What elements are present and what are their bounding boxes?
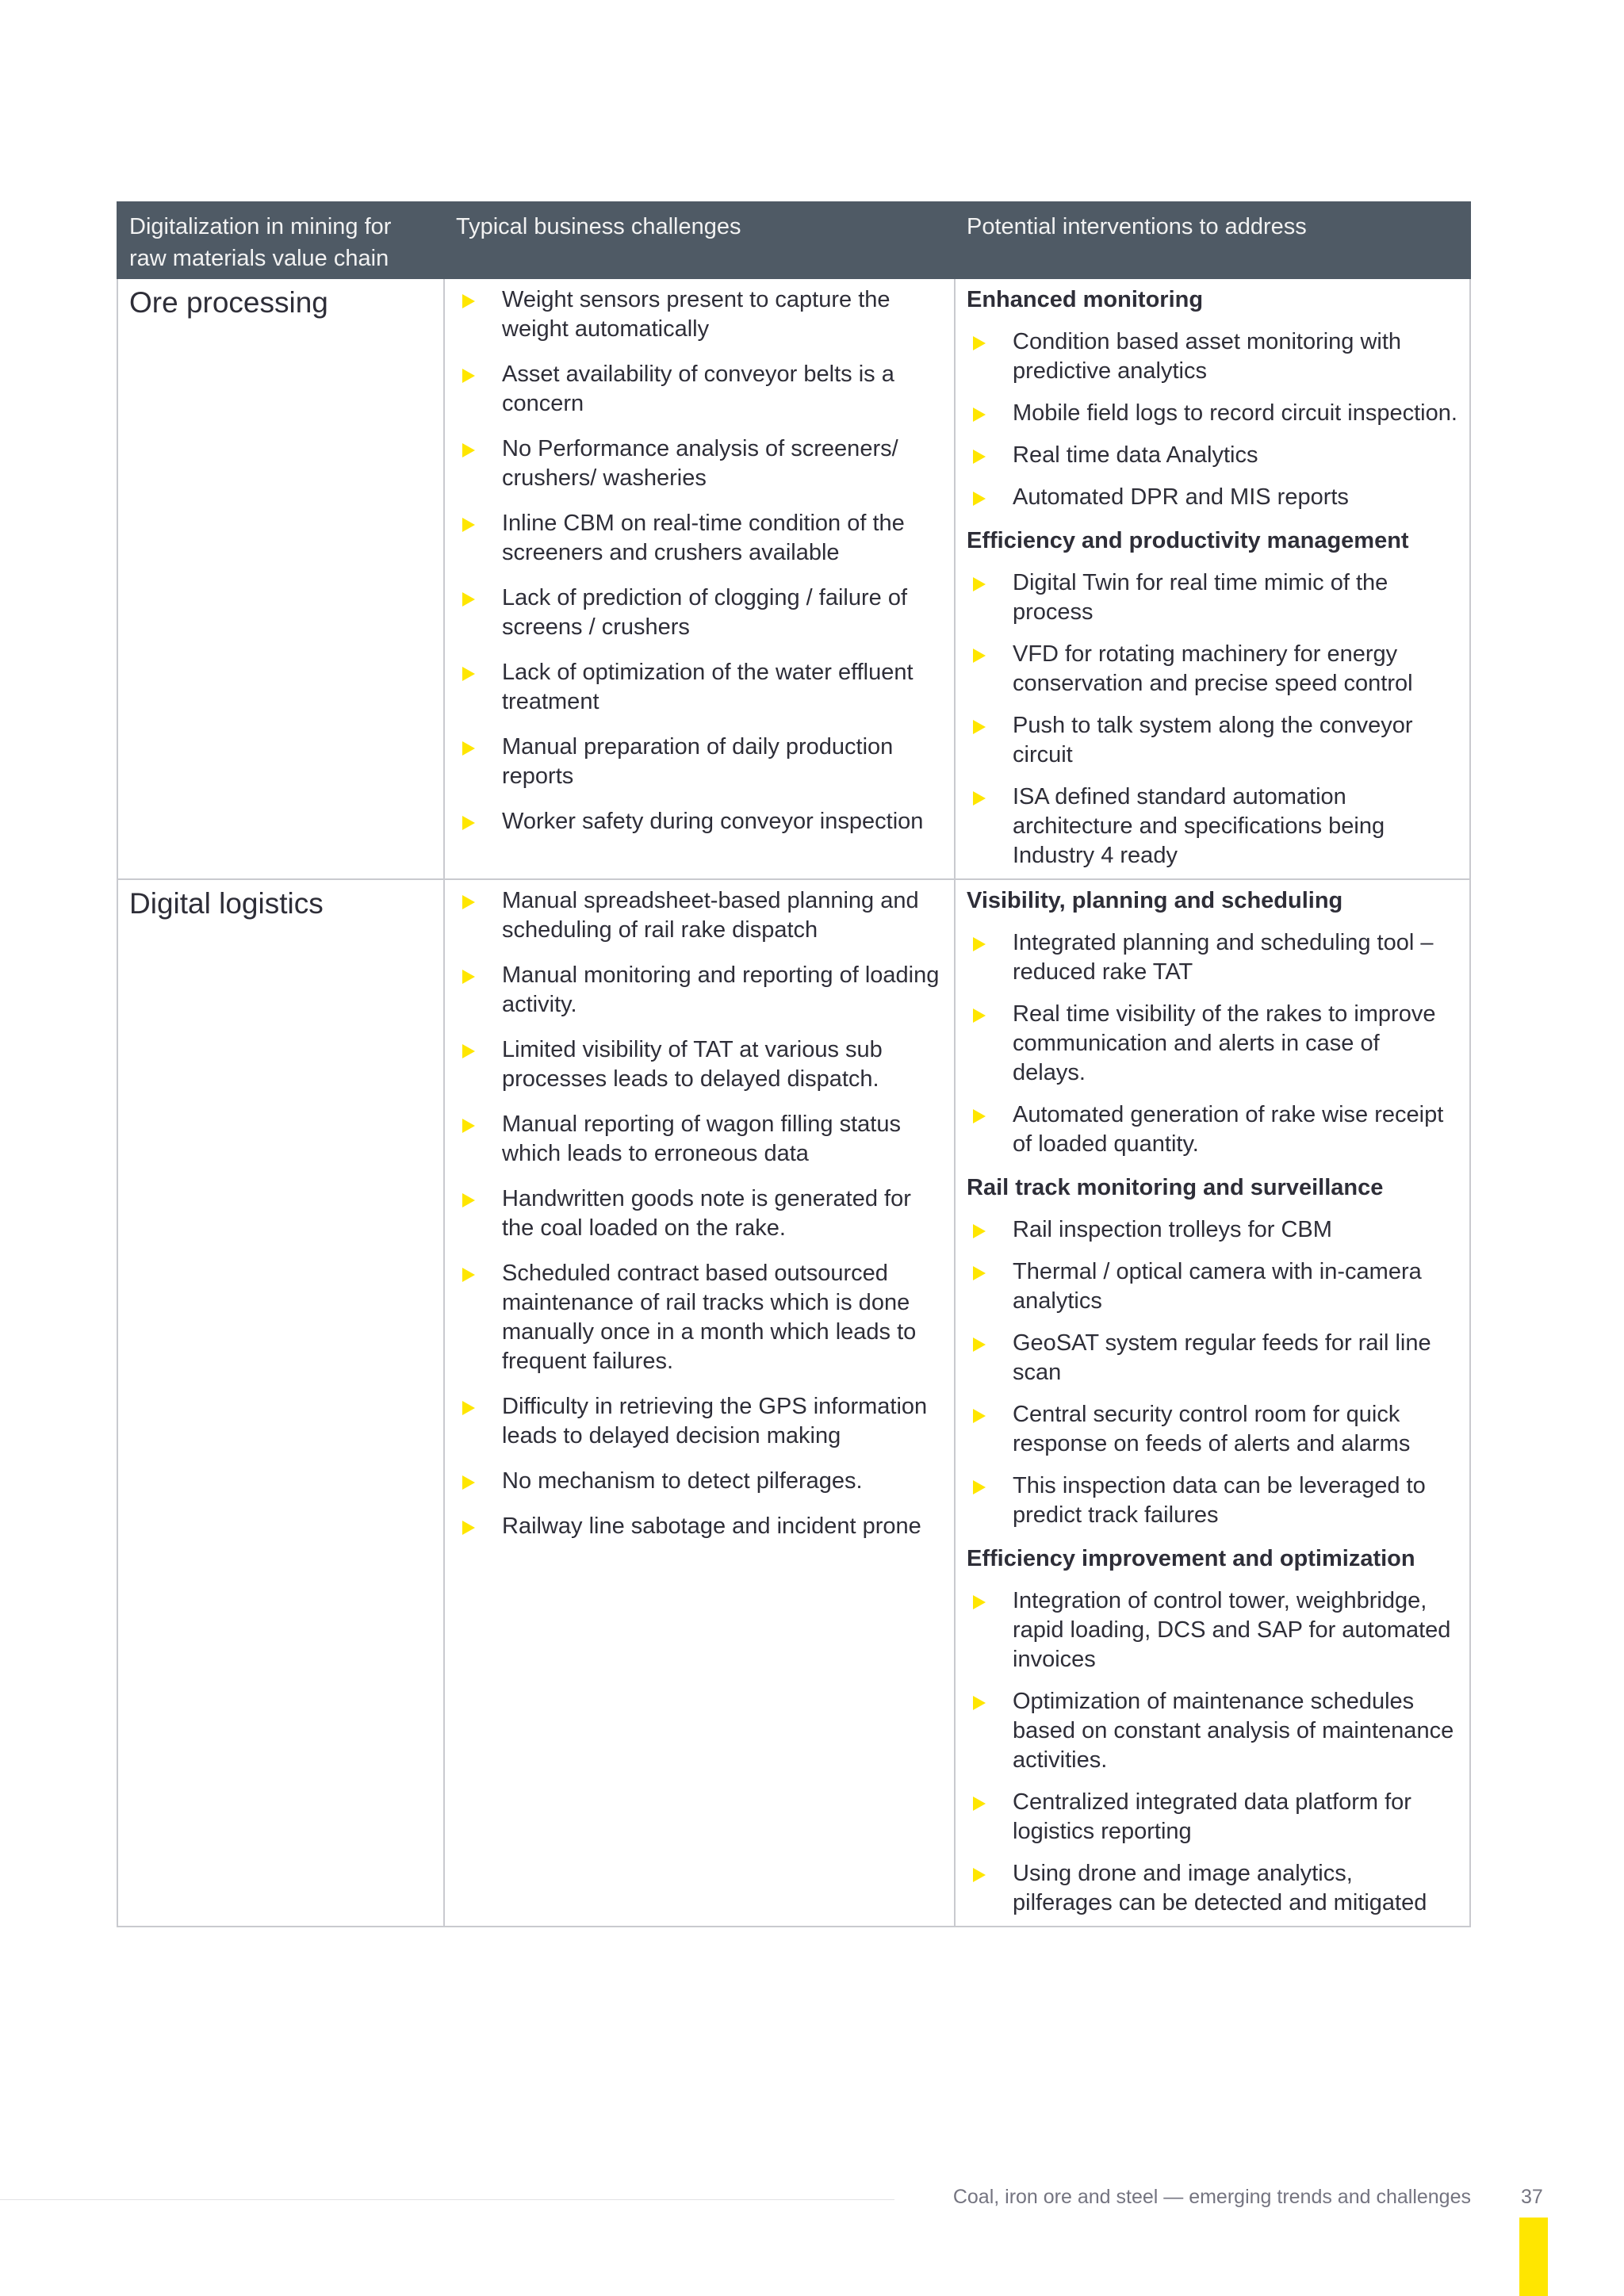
triangle-bullet-icon bbox=[973, 336, 986, 350]
challenge-item bbox=[456, 1184, 943, 1243]
table-header-row bbox=[117, 202, 1470, 278]
triangle-bullet-icon bbox=[973, 1224, 986, 1238]
interventions-table bbox=[117, 201, 1471, 1927]
challenge-item bbox=[456, 1392, 943, 1451]
triangle-bullet-icon bbox=[973, 492, 986, 506]
intervention-text: Condition based asset monitoring with predictive analytics bbox=[1013, 329, 1402, 384]
triangle-bullet-icon bbox=[973, 1008, 986, 1023]
challenge-text: Lack of optimization of the water effluent treatment bbox=[502, 660, 914, 714]
challenge-text: Difficulty in retrieving the GPS information leads to delayed decision making bbox=[502, 1394, 928, 1448]
triangle-bullet-icon bbox=[973, 1409, 986, 1423]
challenge-item bbox=[456, 1259, 943, 1376]
intervention-text: VFD for rotating machinery for energy conservation and precise speed control bbox=[1013, 641, 1413, 696]
intervention-text: Central security control room for quick response on feeds of alerts and alarms bbox=[1013, 1402, 1411, 1456]
triangle-bullet-icon bbox=[973, 1595, 986, 1609]
intervention-group-heading: Efficiency improvement and optimization bbox=[967, 1546, 1415, 1571]
header-challenges: Typical business challenges bbox=[444, 202, 955, 278]
intervention-item bbox=[967, 568, 1458, 627]
intervention-item bbox=[967, 640, 1458, 698]
intervention-list bbox=[967, 327, 1458, 512]
triangle-bullet-icon bbox=[973, 450, 986, 464]
triangle-bullet-icon bbox=[973, 937, 986, 951]
intervention-list bbox=[967, 568, 1458, 871]
intervention-group bbox=[967, 1544, 1458, 1918]
triangle-bullet-icon bbox=[462, 1193, 475, 1207]
intervention-item bbox=[967, 783, 1458, 871]
challenge-item bbox=[456, 434, 943, 493]
triangle-bullet-icon bbox=[462, 1401, 475, 1415]
triangle-bullet-icon bbox=[973, 720, 986, 734]
intervention-group bbox=[967, 285, 1458, 512]
challenge-item bbox=[456, 1512, 943, 1541]
challenge-item bbox=[456, 1035, 943, 1094]
table-body bbox=[117, 278, 1470, 1927]
triangle-bullet-icon bbox=[973, 1868, 986, 1882]
intervention-item bbox=[967, 399, 1458, 428]
triangle-bullet-icon bbox=[973, 791, 986, 806]
challenge-text: Railway line sabotage and incident prone bbox=[502, 1513, 921, 1539]
intervention-group-heading: Visibility, planning and scheduling bbox=[967, 888, 1343, 913]
triangle-bullet-icon bbox=[973, 649, 986, 663]
intervention-item bbox=[967, 1100, 1458, 1159]
triangle-bullet-icon bbox=[462, 1119, 475, 1133]
intervention-text: Integration of control tower, weighbridge, rapid loading, DCS and SAP for automated invoices bbox=[1013, 1588, 1451, 1672]
challenges-cell bbox=[444, 879, 955, 1927]
challenges-cell bbox=[444, 278, 955, 879]
intervention-group bbox=[967, 526, 1458, 871]
intervention-group-heading: Enhanced monitoring bbox=[967, 287, 1204, 312]
intervention-text: GeoSAT system regular feeds for rail line scan bbox=[1013, 1330, 1431, 1385]
area-cell bbox=[117, 278, 444, 879]
triangle-bullet-icon bbox=[462, 895, 475, 909]
intervention-item bbox=[967, 441, 1458, 470]
triangle-bullet-icon bbox=[462, 667, 475, 681]
area-name: Ore processing bbox=[129, 286, 328, 319]
intervention-item bbox=[967, 1586, 1458, 1674]
triangle-bullet-icon bbox=[462, 1475, 475, 1490]
challenge-text: Scheduled contract based outsourced maintenance of rail tracks which is done manually once in a month which leads to frequent failures. bbox=[502, 1261, 917, 1374]
intervention-item bbox=[967, 1788, 1458, 1846]
page-number: 37 bbox=[1521, 2186, 1543, 2208]
triangle-bullet-icon bbox=[973, 1797, 986, 1811]
intervention-text: Rail inspection trolleys for CBM bbox=[1013, 1217, 1332, 1242]
interventions-cell bbox=[955, 879, 1470, 1927]
table-row bbox=[117, 278, 1470, 879]
triangle-bullet-icon bbox=[973, 408, 986, 422]
challenge-text: Manual reporting of wagon filling status which leads to erroneous data bbox=[502, 1112, 901, 1166]
triangle-bullet-icon bbox=[462, 518, 475, 532]
triangle-bullet-icon bbox=[973, 1266, 986, 1280]
triangle-bullet-icon bbox=[973, 1696, 986, 1710]
challenge-text: No mechanism to detect pilferages. bbox=[502, 1468, 863, 1494]
triangle-bullet-icon bbox=[462, 369, 475, 383]
challenge-text: No Performance analysis of screeners/ crushers/ washeries bbox=[502, 436, 898, 491]
triangle-bullet-icon bbox=[462, 1521, 475, 1535]
challenge-item bbox=[456, 658, 943, 717]
challenge-text: Inline CBM on real-time condition of the screeners and crushers available bbox=[502, 511, 905, 565]
intervention-list bbox=[967, 928, 1458, 1159]
intervention-text: Mobile field logs to record circuit inspection. bbox=[1013, 400, 1457, 426]
intervention-item bbox=[967, 483, 1458, 512]
intervention-text: Centralized integrated data platform for logistics reporting bbox=[1013, 1789, 1411, 1844]
intervention-group-heading: Efficiency and productivity management bbox=[967, 528, 1409, 553]
triangle-bullet-icon bbox=[462, 741, 475, 756]
intervention-text: ISA defined standard automation architecture and specifications being Industry 4 ready bbox=[1013, 784, 1385, 868]
intervention-list bbox=[967, 1215, 1458, 1530]
challenge-text: Manual spreadsheet-based planning and scheduling of rail rake dispatch bbox=[502, 888, 919, 943]
challenge-text: Worker safety during conveyor inspection bbox=[502, 809, 924, 834]
intervention-list bbox=[967, 1586, 1458, 1918]
area-name: Digital logistics bbox=[129, 887, 324, 920]
triangle-bullet-icon bbox=[462, 1268, 475, 1282]
triangle-bullet-icon bbox=[973, 1109, 986, 1123]
intervention-text: Automated DPR and MIS reports bbox=[1013, 484, 1349, 510]
intervention-item bbox=[967, 928, 1458, 987]
intervention-text: This inspection data can be leveraged to predict track failures bbox=[1013, 1473, 1426, 1528]
triangle-bullet-icon bbox=[462, 294, 475, 308]
area-cell bbox=[117, 879, 444, 1927]
intervention-item bbox=[967, 711, 1458, 770]
intervention-item bbox=[967, 1687, 1458, 1775]
challenge-item bbox=[456, 360, 943, 419]
challenge-text: Limited visibility of TAT at various sub processes leads to delayed dispatch. bbox=[502, 1037, 883, 1092]
challenge-text: Asset availability of conveyor belts is a concern bbox=[502, 362, 894, 416]
challenges-list bbox=[456, 285, 943, 836]
challenge-item bbox=[456, 1467, 943, 1496]
intervention-text: Using drone and image analytics, pilferages can be detected and mitigated bbox=[1013, 1861, 1427, 1915]
interventions-cell bbox=[955, 278, 1470, 879]
intervention-item bbox=[967, 1000, 1458, 1088]
intervention-text: Push to talk system along the conveyor circuit bbox=[1013, 713, 1413, 767]
triangle-bullet-icon bbox=[462, 816, 475, 830]
intervention-text: Real time visibility of the rakes to improve communication and alerts in case of delays. bbox=[1013, 1001, 1436, 1085]
intervention-item bbox=[967, 1329, 1458, 1387]
intervention-text: Real time data Analytics bbox=[1013, 442, 1258, 468]
intervention-item bbox=[967, 1471, 1458, 1530]
challenge-text: Handwritten goods note is generated for the coal loaded on the rake. bbox=[502, 1186, 911, 1241]
intervention-text: Automated generation of rake wise receipt of loaded quantity. bbox=[1013, 1102, 1444, 1157]
intervention-item bbox=[967, 1400, 1458, 1459]
challenge-text: Manual monitoring and reporting of loading activity. bbox=[502, 962, 940, 1017]
table-row bbox=[117, 879, 1470, 1927]
challenge-item bbox=[456, 1110, 943, 1169]
intervention-item bbox=[967, 327, 1458, 386]
header-value-chain: Digitalization in mining for raw materials value chain bbox=[117, 202, 444, 278]
footer-divider bbox=[0, 2199, 894, 2200]
intervention-item bbox=[967, 1215, 1458, 1245]
intervention-item bbox=[967, 1257, 1458, 1316]
triangle-bullet-icon bbox=[462, 592, 475, 607]
triangle-bullet-icon bbox=[462, 1044, 475, 1058]
challenge-item bbox=[456, 886, 943, 945]
footer-title: Coal, iron ore and steel — emerging trends and challenges bbox=[952, 2186, 1471, 2208]
triangle-bullet-icon bbox=[462, 443, 475, 457]
challenge-item bbox=[456, 961, 943, 1020]
challenge-item bbox=[456, 509, 943, 568]
challenge-text: Manual preparation of daily production reports bbox=[502, 734, 894, 789]
challenge-text: Lack of prediction of clogging / failure of screens / crushers bbox=[502, 585, 908, 640]
intervention-group bbox=[967, 1173, 1458, 1530]
intervention-item bbox=[967, 1859, 1458, 1918]
challenge-item bbox=[456, 733, 943, 791]
intervention-text: Thermal / optical camera with in-camera analytics bbox=[1013, 1259, 1422, 1314]
header-interventions: Potential interventions to address bbox=[955, 202, 1470, 278]
triangle-bullet-icon bbox=[973, 1337, 986, 1352]
challenges-list bbox=[456, 886, 943, 1541]
challenge-item bbox=[456, 285, 943, 344]
challenge-item bbox=[456, 584, 943, 642]
intervention-text: Digital Twin for real time mimic of the process bbox=[1013, 570, 1388, 625]
challenge-item bbox=[456, 807, 943, 836]
intervention-text: Optimization of maintenance schedules based on constant analysis of maintenance activities. bbox=[1013, 1689, 1454, 1773]
intervention-text: Integrated planning and scheduling tool – reduced rake TAT bbox=[1013, 930, 1434, 985]
triangle-bullet-icon bbox=[462, 970, 475, 984]
intervention-group-heading: Rail track monitoring and surveillance bbox=[967, 1175, 1384, 1200]
page-accent-bar bbox=[1519, 2218, 1548, 2296]
triangle-bullet-icon bbox=[973, 577, 986, 591]
triangle-bullet-icon bbox=[973, 1480, 986, 1494]
intervention-group bbox=[967, 886, 1458, 1159]
challenge-text: Weight sensors present to capture the weight automatically bbox=[502, 287, 891, 342]
